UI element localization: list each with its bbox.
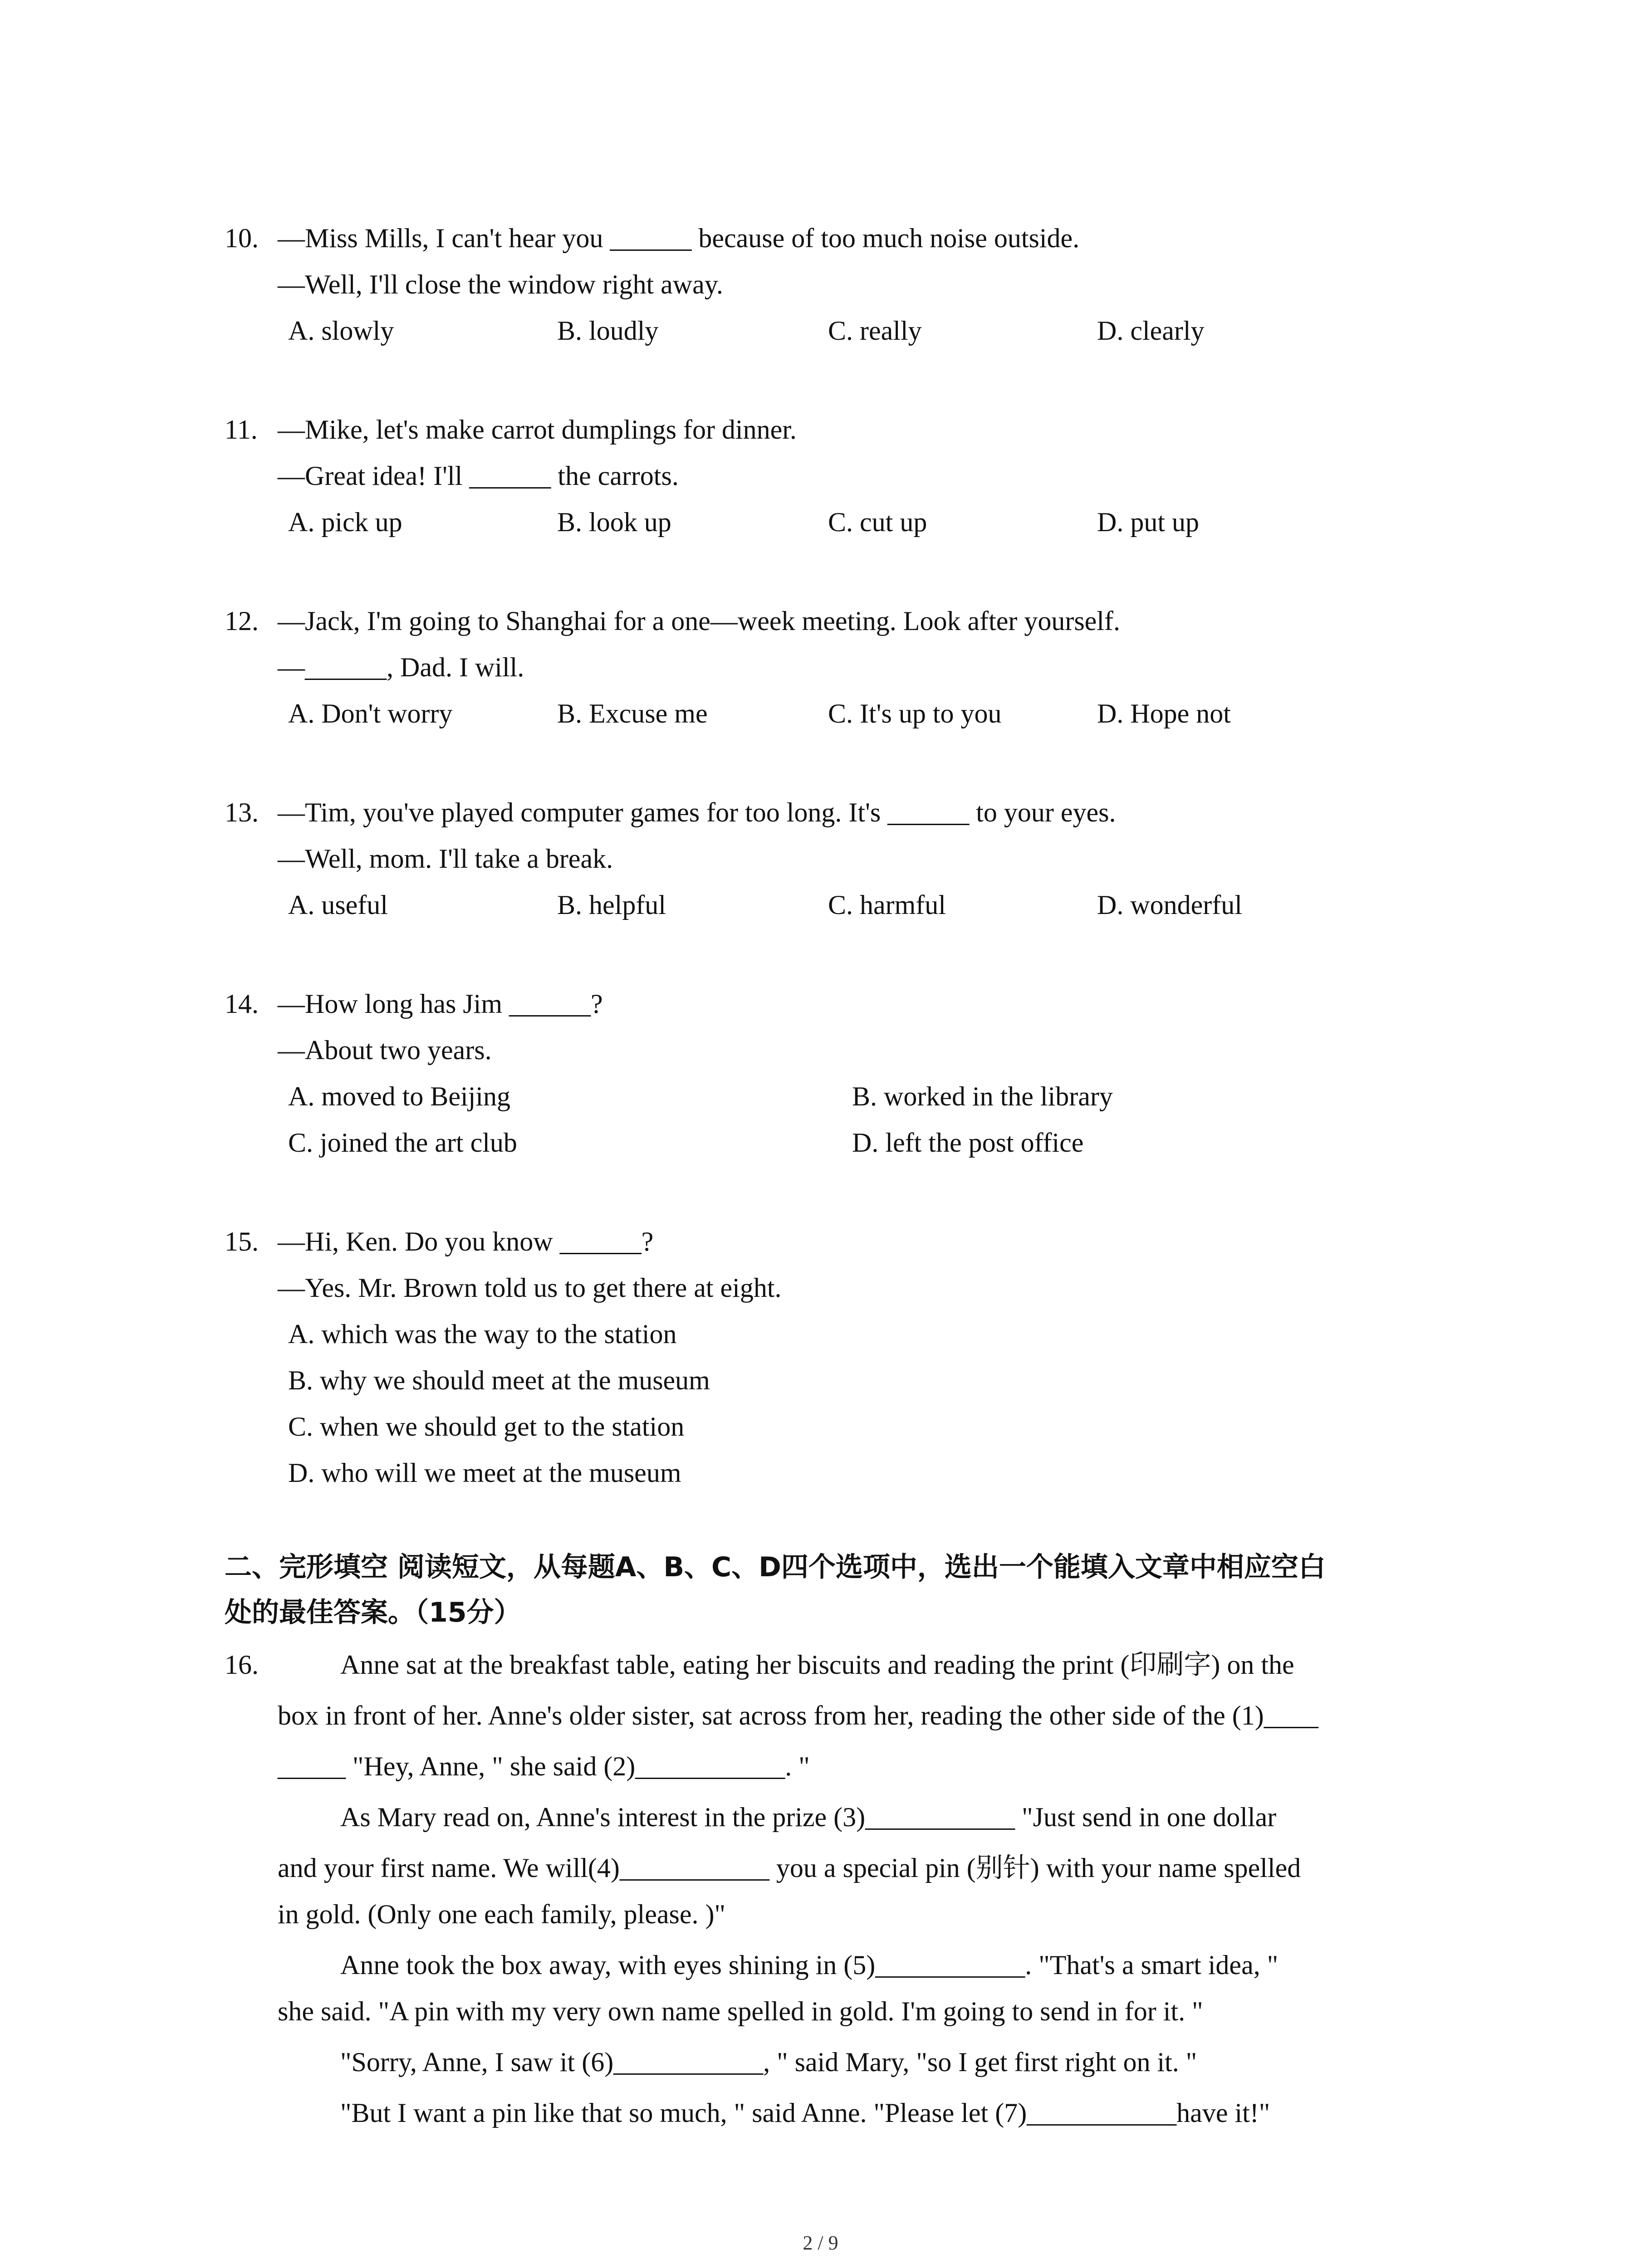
- option-c: C. when we should get to the station: [288, 1412, 685, 1442]
- question-number: 16.: [225, 1650, 259, 1680]
- question-number: 10.: [225, 223, 259, 253]
- page-number: 2 / 9: [803, 2232, 838, 2254]
- option-c: C. It's up to you: [828, 699, 1002, 728]
- option-b: B. why we should meet at the museum: [288, 1365, 710, 1395]
- passage-line: in gold. (Only one each family, please. )": [278, 1899, 725, 1929]
- question-line: —About two years.: [278, 1035, 492, 1065]
- passage-line: box in front of her. Anne's older sister, sat across from her, reading the other side of the (1)____: [278, 1701, 1318, 1730]
- question-line: —Mike, let's make carrot dumplings for dinner.: [278, 415, 797, 445]
- passage-line: "But I want a pin like that so much, " said Anne. "Please let (7)___________have it!": [340, 2098, 1270, 2128]
- question-line: —Well, mom. I'll take a break.: [278, 844, 613, 874]
- option-b: B. loudly: [557, 316, 659, 346]
- passage-line: Anne took the box away, with eyes shining in (5)___________. "That's a smart idea, ": [340, 1950, 1279, 1980]
- option-b: B. Excuse me: [557, 699, 708, 728]
- question-number: 14.: [225, 989, 259, 1019]
- section-heading: [225, 1545, 1450, 1635]
- option-b: B. helpful: [557, 890, 666, 920]
- option-c: C. cut up: [828, 507, 927, 537]
- option-d: D. who will we meet at the museum: [288, 1458, 681, 1488]
- question-line: —Great idea! I'll ______ the carrots.: [278, 461, 679, 491]
- option-a: A. which was the way to the station: [288, 1319, 677, 1349]
- question-line: —Well, I'll close the window right away.: [278, 269, 723, 299]
- option-b: B. look up: [557, 507, 671, 537]
- option-c: C. really: [828, 316, 922, 346]
- option-a: A. pick up: [288, 507, 402, 537]
- question-number: 15.: [225, 1227, 259, 1256]
- passage-line: _____ "Hey, Anne, " she said (2)___________. ": [278, 1751, 810, 1781]
- question-line: —Tim, you've played computer games for too long. It's ______ to your eyes.: [278, 797, 1116, 827]
- question-number: 12.: [225, 606, 259, 636]
- section-heading-line: 二、完形填空 阅读短文，从每题A、B、C、D四个选项中，选出一个能填入文章中相应空白: [225, 1551, 1326, 1583]
- passage-line: and your first name. We will(4)___________ you a special pin (别针) with your name spelled: [278, 1853, 1301, 1883]
- option-d: D. wonderful: [1097, 890, 1242, 920]
- option-d: D. put up: [1097, 507, 1199, 537]
- option-a: A. moved to Beijing: [288, 1081, 510, 1111]
- option-a: A. Don't worry: [288, 699, 453, 728]
- question-line: —Yes. Mr. Brown told us to get there at eight.: [278, 1273, 782, 1303]
- question-line: —Hi, Ken. Do you know ______?: [278, 1227, 654, 1256]
- question-line: —Miss Mills, I can't hear you ______ because of too much noise outside.: [278, 223, 1080, 253]
- question-line: —How long has Jim ______?: [278, 989, 603, 1019]
- option-b: B. worked in the library: [852, 1081, 1113, 1111]
- passage-line: "Sorry, Anne, I saw it (6)___________, " said Mary, "so I get first right on it. ": [340, 2047, 1197, 2077]
- question-line: —Jack, I'm going to Shanghai for a one—week meeting. Look after yourself.: [278, 606, 1120, 636]
- question-line: —______, Dad. I will.: [278, 652, 524, 682]
- option-d: D. Hope not: [1097, 699, 1231, 728]
- option-d: D. left the post office: [852, 1128, 1084, 1158]
- passage-line: Anne sat at the breakfast table, eating her biscuits and reading the print (印刷字) on the: [340, 1650, 1294, 1680]
- passage-line: As Mary read on, Anne's interest in the prize (3)___________ "Just send in one dollar: [340, 1802, 1277, 1832]
- option-a: A. slowly: [288, 316, 394, 346]
- option-a: A. useful: [288, 890, 388, 920]
- option-c: C. joined the art club: [288, 1128, 517, 1158]
- section-heading-line: 处的最佳答案。（15分）: [225, 1597, 521, 1628]
- question-number: 13.: [225, 797, 259, 827]
- question-number: 11.: [225, 415, 258, 445]
- passage-line: she said. "A pin with my very own name spelled in gold. I'm going to send in for it. ": [278, 1996, 1203, 2026]
- option-c: C. harmful: [828, 890, 946, 920]
- option-d: D. clearly: [1097, 316, 1205, 346]
